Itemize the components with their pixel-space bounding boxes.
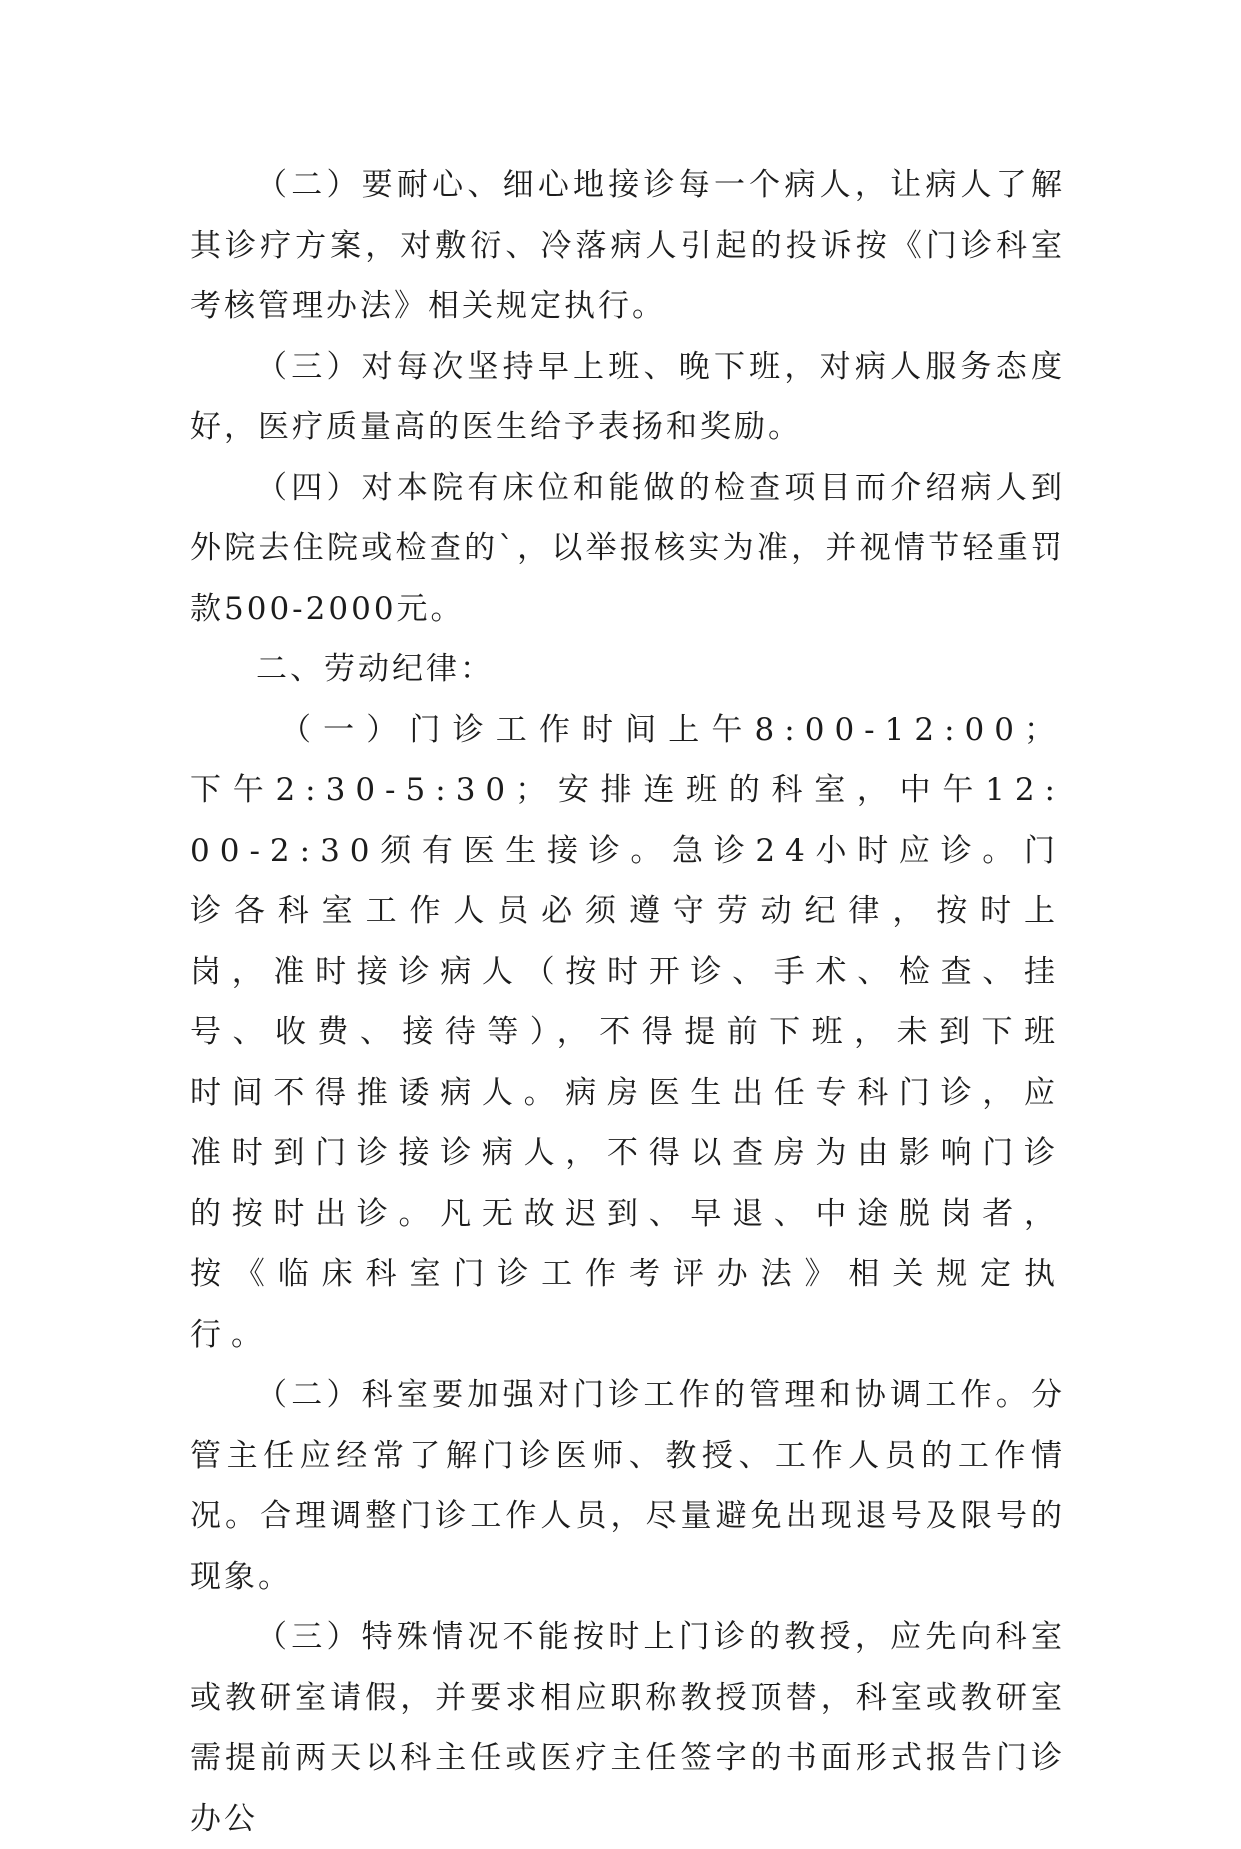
paragraph-patient-care: （二）要耐心、细心地接诊每一个病人，让病人了解其诊疗方案，对敷衍、冷落病人引起的投诉按《门诊科室考核管理办法》相关规定执行。	[190, 167, 1065, 324]
document-body	[190, 155, 1065, 1849]
paragraph-leave-request: （三）特殊情况不能按时上门诊的教授，应先向科室或教研室请假，并要求相应职称教授顶替，科室或教研室需提前两天以科主任或医疗主任签字的书面形式报告门诊办公	[190, 1619, 1065, 1837]
paragraph-working-hours: （一）门诊工作时间上午8:00-12:00；下午2:30-5:30；安排连班的科室，中午12:00-2:30须有医生接诊。急诊24小时应诊。门诊各科室工作人员必须遵守劳动纪律，按时上岗，准时接诊病人（按时开诊、手术、检查、挂号、收费、接待等），不得提前下班，未到下班时间不得推诿病人。病房医生出任专科门诊，应准时到门诊接诊病人，不得以查房为由影响门诊的按时出诊。凡无故迟到、早退、中途脱岗者，按《临床科室门诊工作考评办法》相关规定执行。	[190, 711, 1065, 1353]
section-heading-labor-discipline: 二、劳动纪律：	[256, 651, 494, 687]
paragraph-commendation: （三）对每次坚持早上班、晚下班，对病人服务态度好，医疗质量高的医生给予表扬和奖励。	[190, 348, 1065, 445]
paragraph-referral-penalty: （四）对本院有床位和能做的检查项目而介绍病人到外院去住院或检查的`，以举报核实为准，并视情节轻重罚款500-2000元。	[190, 469, 1065, 627]
paragraph-department-management: （二）科室要加强对门诊工作的管理和协调工作。分管主任应经常了解门诊医师、教授、工作人员的工作情况。合理调整门诊工作人员，尽量避免出现退号及限号的现象。	[190, 1377, 1065, 1595]
